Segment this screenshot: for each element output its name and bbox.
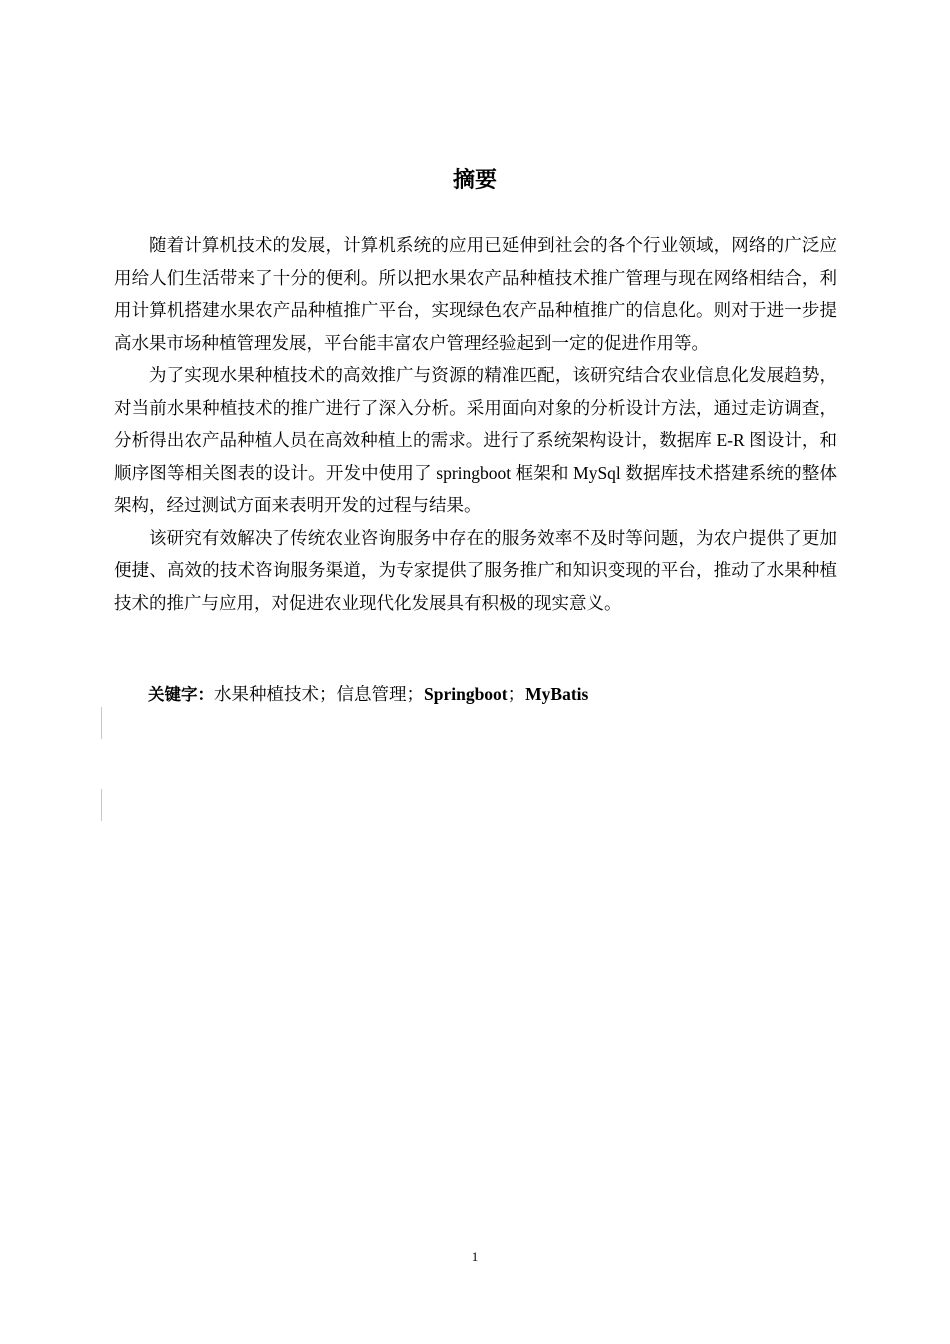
abstract-paragraph-2: 为了实现水果种植技术的高效推广与资源的精准匹配，该研究结合农业信息化发展趋势，对当前水果种植技术的推广进行了深入分析。采用面向对象的分析设计方法，通过走访调查，分析得出农产品种植人员在高效种植上的需求。进行了系统架构设计，数据库 E-R 图设计，和顺序图等相关图表的设计。开发中使用了 springboot 框架和 MySql 数据库技术搭建系统的整体架构，经过测试方面来表明开发的过程与结果。: [114, 365, 837, 515]
text-boundary-marker: [101, 789, 102, 821]
keyword-separator: ；: [507, 684, 526, 704]
keywords-label: 关键字：: [148, 685, 214, 704]
abstract-body: [114, 229, 837, 619]
text-boundary-marker: [101, 707, 102, 739]
abstract-title: 摘要: [452, 168, 497, 193]
keyword-item: 水果种植技术: [214, 684, 319, 704]
abstract-paragraph-3: 该研究有效解决了传统农业咨询服务中存在的服务效率不及时等问题，为农户提供了更加便捷、高效的技术咨询服务渠道，为专家提供了服务推广和知识变现的平台，推动了水果种植技术的推广与应用，对促进农业现代化发展具有积极的现实意义。: [114, 527, 837, 613]
keyword-separator: ；: [406, 684, 424, 704]
keyword-item: 信息管理: [336, 684, 407, 704]
keyword-item: Springboot: [424, 684, 508, 704]
keyword-separator: ；: [319, 684, 337, 704]
keywords-line: [148, 678, 848, 711]
keyword-item: MyBatis: [525, 684, 589, 704]
page-number: 1: [471, 1249, 479, 1264]
abstract-paragraph-1: 随着计算机技术的发展，计算机系统的应用已延伸到社会的各个行业领域，网络的广泛应用给人们生活带来了十分的便利。所以把水果农产品种植技术推广管理与现在网络相结合，利用计算机搭建水果农产品种植推广平台，实现绿色农产品种植推广的信息化。则对于进一步提高水果市场种植管理发展，平台能丰富农户管理经验起到一定的促进作用等。: [114, 235, 837, 353]
